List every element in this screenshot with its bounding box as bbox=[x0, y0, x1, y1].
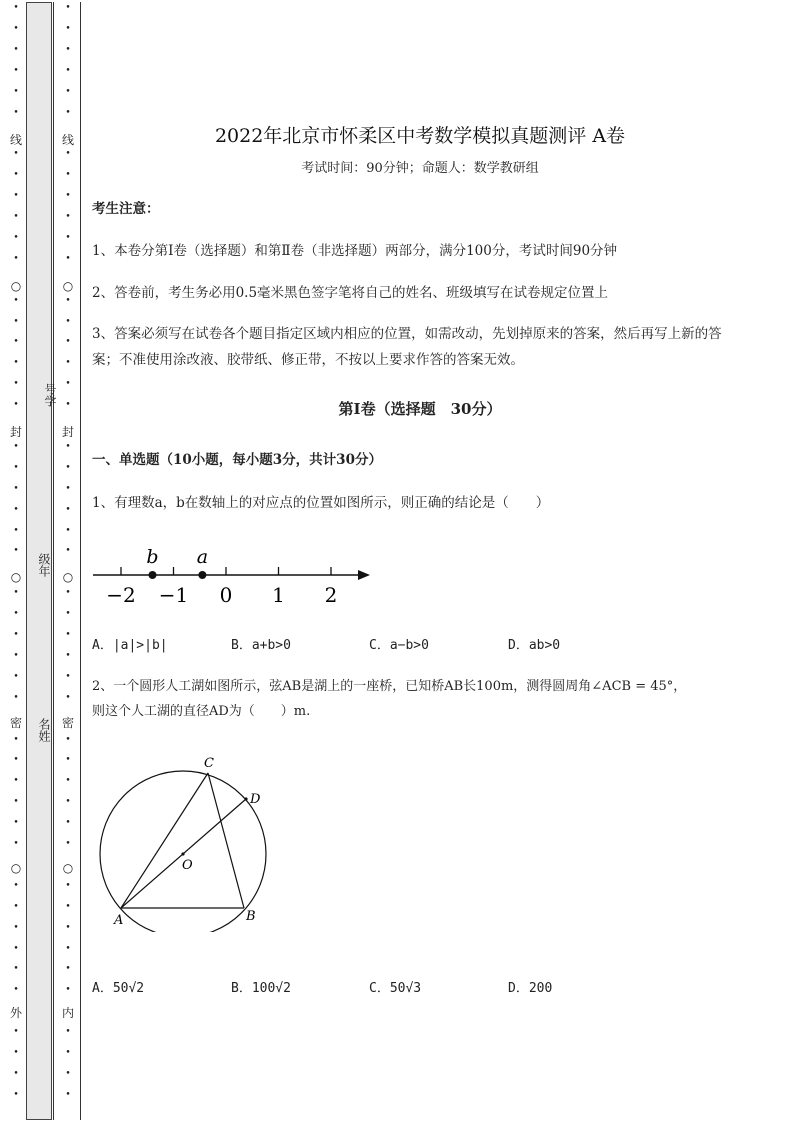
binding-dot: • bbox=[13, 985, 19, 996]
chord-cb bbox=[208, 773, 244, 908]
binding-dot: • bbox=[65, 316, 71, 327]
axis-point-label: b bbox=[146, 546, 159, 568]
binding-dot: • bbox=[65, 441, 71, 452]
binding-dot: • bbox=[13, 86, 19, 97]
binding-dot: • bbox=[13, 839, 19, 849]
binding-dot: • bbox=[65, 86, 71, 97]
binding-dot: • bbox=[65, 379, 71, 390]
binding-dot: • bbox=[65, 149, 71, 160]
q1-option-a[interactable]: A．|a|>|b| bbox=[92, 638, 168, 653]
binding-dot: • bbox=[65, 776, 71, 787]
binding-dot: • bbox=[65, 1027, 71, 1038]
binding-dot: • bbox=[13, 609, 19, 620]
q1-option-c[interactable]: C．a−b>0 bbox=[369, 638, 429, 653]
binding-dot: • bbox=[13, 734, 19, 745]
axis-tick-label: 0 bbox=[219, 583, 233, 607]
binding-dot: • bbox=[13, 23, 19, 34]
binding-line bbox=[53, 2, 54, 1120]
q2-option-a[interactable]: A．50√2 bbox=[92, 981, 145, 996]
binding-dot: • bbox=[13, 232, 19, 243]
binding-dot: • bbox=[13, 818, 19, 829]
binding-dot: • bbox=[13, 379, 19, 390]
binding-mark: ○ bbox=[62, 279, 74, 293]
notice-item: 3、答案必须写在试卷各个题目指定区域内相应的位置，如需改动，先划掉原来的答案，然后再写上新的答案；不准使用涂改液、胶带纸、修正带，不按以上要求作答的答案无效。 bbox=[92, 326, 722, 368]
notice-item: 2、答卷前，考生务必用0.5毫米黑色签字笔将自己的姓名、班级填写在试卷规定位置上 bbox=[92, 285, 609, 301]
binding-dot: • bbox=[13, 1048, 19, 1058]
binding-dot: • bbox=[65, 546, 71, 557]
name-label: 名姓 bbox=[37, 718, 51, 742]
binding-dot: • bbox=[65, 212, 71, 222]
section-title: 第I卷（选择题 30分） bbox=[338, 400, 502, 418]
binding-dot: • bbox=[65, 23, 71, 34]
q2-option-c[interactable]: C．50√3 bbox=[369, 981, 422, 996]
binding-dot: • bbox=[65, 797, 71, 808]
circle-lake-figure bbox=[94, 752, 284, 932]
binding-dot: • bbox=[13, 44, 19, 55]
binding-mark: ○ bbox=[62, 861, 74, 875]
q2-option-b[interactable]: B．100√2 bbox=[231, 981, 291, 996]
center-point bbox=[181, 852, 184, 855]
binding-dot: • bbox=[65, 985, 71, 996]
binding-dot: • bbox=[13, 337, 19, 348]
q2-option-d[interactable]: D．200 bbox=[508, 981, 553, 996]
binding-mark: 内 bbox=[61, 1006, 74, 1020]
label-b: B bbox=[246, 909, 256, 924]
binding-dot: • bbox=[13, 546, 19, 557]
binding-dot: • bbox=[13, 212, 19, 222]
question-1-stem: 1、有理数a，b在数轴上的对应点的位置如图所示，则正确的结论是（ ） bbox=[92, 495, 550, 511]
axis-point-b bbox=[149, 571, 157, 579]
binding-dot: • bbox=[65, 922, 71, 933]
binding-dot: • bbox=[13, 483, 19, 494]
binding-dot: • bbox=[65, 818, 71, 829]
axis-tick-label: −2 bbox=[106, 583, 136, 607]
binding-mark: 密 bbox=[9, 716, 22, 730]
binding-dot: • bbox=[65, 3, 71, 13]
binding-dot: • bbox=[65, 65, 71, 76]
binding-dot: • bbox=[65, 483, 71, 494]
binding-mark: 密 bbox=[61, 716, 74, 730]
binding-mark: ○ bbox=[62, 570, 74, 584]
page-subtitle: 考试时间：90分钟；命题人：数学教研组 bbox=[301, 161, 539, 176]
binding-dot: • bbox=[13, 922, 19, 933]
binding-outer-column bbox=[8, 0, 24, 1123]
binding-dot: • bbox=[13, 797, 19, 808]
binding-dot: • bbox=[13, 441, 19, 452]
binding-dot: • bbox=[13, 776, 19, 787]
question-2-stem-line1: 2、一个圆形人工湖如图所示，弦AB是湖上的一座桥，已知桥AB长100m，测得圆周角∠ACB = 45°， bbox=[92, 679, 687, 694]
binding-dot: • bbox=[65, 462, 71, 473]
binding-dot: • bbox=[65, 337, 71, 348]
binding-dot: • bbox=[65, 1068, 71, 1079]
binding-dot: • bbox=[65, 880, 71, 891]
axis-point-a bbox=[198, 571, 206, 579]
number-line-figure bbox=[88, 540, 388, 610]
q1-option-b[interactable]: B．a+b>0 bbox=[231, 638, 291, 653]
binding-dot: • bbox=[13, 1068, 19, 1079]
class-label: 级年 bbox=[37, 553, 51, 577]
label-c: C bbox=[204, 756, 214, 771]
label-o: O bbox=[182, 858, 193, 873]
binding-dot: • bbox=[65, 232, 71, 243]
binding-dot: • bbox=[13, 170, 19, 181]
label-d: D bbox=[250, 792, 261, 807]
binding-dot: • bbox=[65, 191, 71, 202]
binding-dot: • bbox=[13, 504, 19, 515]
binding-dot: • bbox=[13, 400, 19, 411]
binding-mark: ○ bbox=[10, 861, 22, 875]
binding-dot: • bbox=[65, 943, 71, 954]
binding-dot: • bbox=[65, 964, 71, 975]
binding-dot: • bbox=[65, 609, 71, 620]
binding-dot: • bbox=[13, 3, 19, 13]
binding-mark: ○ bbox=[10, 279, 22, 293]
binding-dot: • bbox=[13, 149, 19, 160]
binding-dot: • bbox=[13, 901, 19, 912]
binding-dot: • bbox=[65, 692, 71, 703]
binding-dot: • bbox=[13, 65, 19, 76]
part-heading: 一、单选题（10小题，每小题3分，共计30分） bbox=[92, 452, 382, 468]
binding-dot: • bbox=[13, 943, 19, 954]
axis-tick-label: −1 bbox=[158, 583, 189, 607]
question-2-stem-line2: 则这个人工湖的直径AD为（ ）m. bbox=[92, 704, 311, 719]
binding-dot: • bbox=[13, 650, 19, 661]
chord-ac bbox=[121, 773, 208, 908]
binding-dot: • bbox=[13, 671, 19, 682]
binding-dot: • bbox=[65, 1089, 71, 1100]
binding-dot: • bbox=[13, 1027, 19, 1038]
binding-inner-column bbox=[60, 0, 76, 1123]
binding-dot: • bbox=[13, 295, 19, 306]
student-number-label: 号学 bbox=[43, 383, 57, 407]
binding-dot: • bbox=[65, 588, 71, 599]
binding-dot: • bbox=[13, 191, 19, 202]
binding-dot: • bbox=[13, 462, 19, 473]
binding-mark: 线 bbox=[61, 133, 74, 147]
binding-line-right bbox=[80, 2, 81, 1120]
binding-dot: • bbox=[65, 901, 71, 912]
binding-dot: • bbox=[65, 107, 71, 118]
axis-point-label: a bbox=[196, 546, 209, 568]
binding-dot: • bbox=[65, 1048, 71, 1058]
binding-mark: 封 bbox=[61, 425, 74, 439]
binding-dot: • bbox=[13, 107, 19, 118]
binding-dot: • bbox=[65, 504, 71, 515]
binding-dot: • bbox=[13, 1089, 19, 1100]
binding-dot: • bbox=[65, 755, 71, 766]
binding-dot: • bbox=[65, 358, 71, 369]
binding-dot: • bbox=[65, 650, 71, 661]
binding-dot: • bbox=[65, 295, 71, 306]
notice-item: 1、本卷分第I卷（选择题）和第Ⅱ卷（非选择题）两部分，满分100分，考试时间90分钟 bbox=[92, 243, 618, 259]
binding-dot: • bbox=[65, 170, 71, 181]
binding-mark: 封 bbox=[9, 425, 22, 439]
q1-option-d[interactable]: D．ab>0 bbox=[508, 638, 561, 653]
binding-dot: • bbox=[13, 755, 19, 766]
binding-dot: • bbox=[13, 588, 19, 599]
binding-dot: • bbox=[13, 253, 19, 264]
binding-dot: • bbox=[65, 400, 71, 411]
axis-tick-label: 2 bbox=[324, 583, 338, 607]
binding-dot: • bbox=[65, 839, 71, 849]
binding-dot: • bbox=[65, 44, 71, 55]
point-d bbox=[244, 797, 247, 800]
binding-dot: • bbox=[13, 525, 19, 536]
binding-dot: • bbox=[13, 316, 19, 327]
binding-dot: • bbox=[13, 630, 19, 640]
binding-dot: • bbox=[65, 630, 71, 640]
notice-heading: 考生注意： bbox=[92, 201, 160, 217]
binding-mark: 外 bbox=[9, 1006, 22, 1020]
binding-dot: • bbox=[65, 253, 71, 264]
binding-dot: • bbox=[65, 671, 71, 682]
binding-dot: • bbox=[13, 964, 19, 975]
binding-dot: • bbox=[13, 880, 19, 891]
binding-dot: • bbox=[13, 358, 19, 369]
binding-dot: • bbox=[13, 692, 19, 703]
binding-dot: • bbox=[65, 734, 71, 745]
label-a: A bbox=[114, 913, 124, 928]
axis-tick-label: 1 bbox=[272, 583, 285, 607]
binding-dot: • bbox=[65, 525, 71, 536]
binding-mark: ○ bbox=[10, 570, 22, 584]
binding-mark: 线 bbox=[9, 133, 22, 147]
page-title: 2022年北京市怀柔区中考数学模拟真题测评 A卷 bbox=[214, 125, 626, 147]
